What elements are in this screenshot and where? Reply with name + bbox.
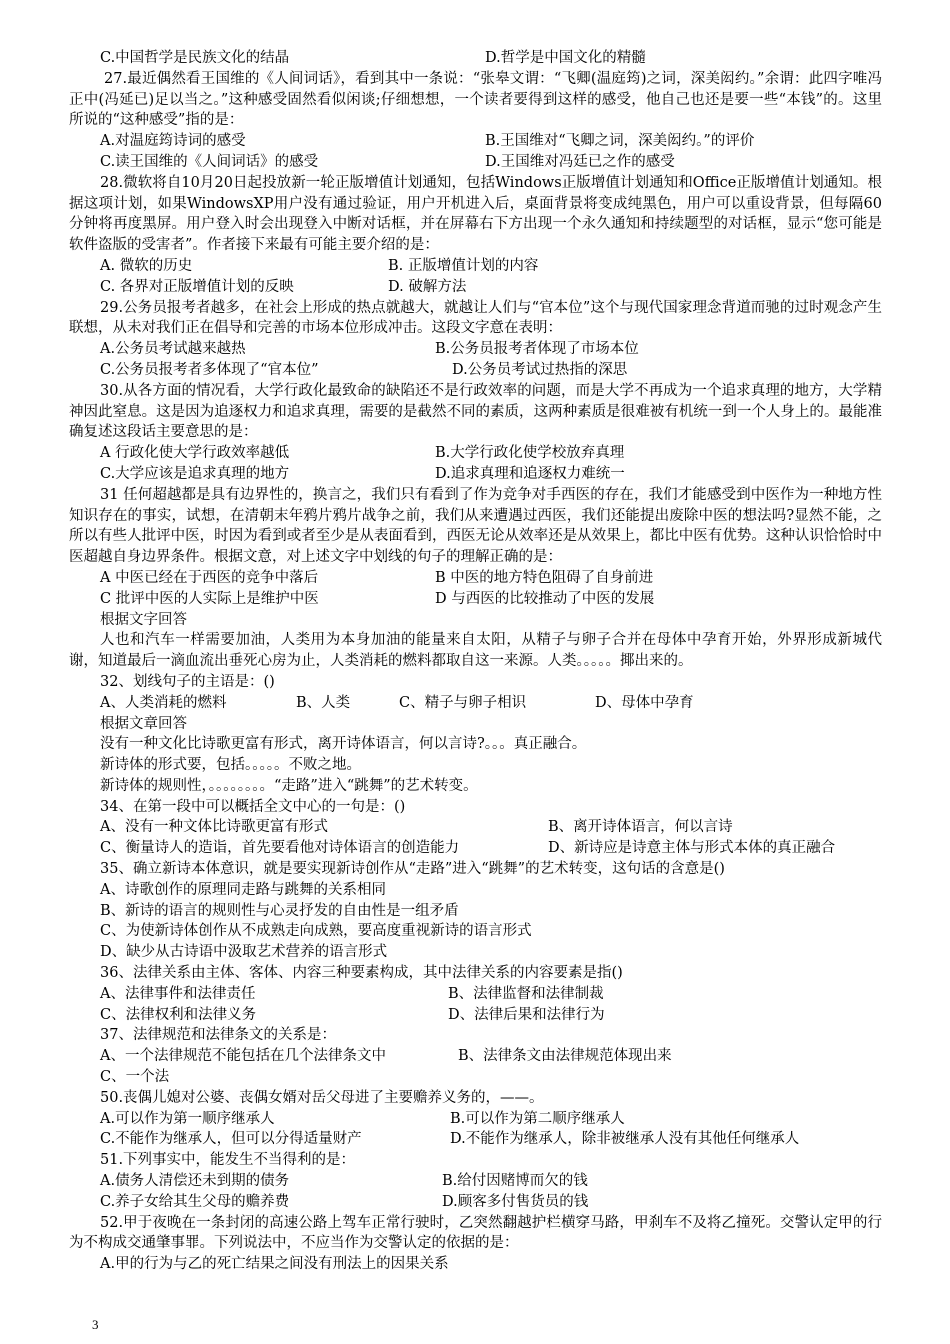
q27-options-row1 [100, 131, 882, 152]
q34-option-c: C、衡量诗人的造诣，首先要看他对诗体语言的创造能力 [100, 840, 460, 857]
q35-option-b: B、新诗的语言的规则性与心灵抒发的自由性是一组矛盾 [100, 902, 459, 919]
q26-options [100, 48, 882, 69]
q36-option-b: B、法律监督和法律制裁 [448, 985, 604, 1002]
reading2-heading: 根据文章回答 [100, 715, 187, 732]
q36-options-row2 [100, 1005, 882, 1026]
q27-option-a: A.对温庭筠诗词的感受 [100, 133, 246, 150]
q32-option-a: A、人类消耗的燃料 [100, 694, 227, 711]
q28-options-row2 [100, 277, 882, 298]
q50-option-b: B.可以作为第二顺序继承人 [450, 1110, 625, 1127]
q29-option-a: A.公务员考试越来越热 [100, 341, 246, 358]
q51-option-b: B.给付因赌博而欠的钱 [442, 1173, 588, 1190]
q28-option-d: D. 破解方法 [388, 278, 467, 295]
q31-options-row1 [100, 568, 882, 589]
q36-stem: 36、法律关系由主体、客体、内容三种要素构成，其中法律关系的内容要素是指() [100, 965, 623, 982]
q35-option-d: D、缺少从古诗语中汲取艺术营养的语言形式 [100, 944, 388, 961]
q30-option-d: D.追求真理和追逐权力难统一 [435, 465, 625, 482]
q34-option-b: B、离开诗体语言，何以言诗 [548, 819, 733, 836]
q50-option-d: D.不能作为继承人，除非被继承人没有其他任何继承人 [450, 1131, 800, 1148]
q30-options-row1 [100, 443, 882, 464]
q26-option-c: C.中国哲学是民族文化的结晶 [100, 50, 290, 66]
q36-options-row1 [100, 984, 882, 1005]
reading2-line1: 没有一种文化比诗歌更富有形式，离开诗体语言，何以言诗?。。。真正融合。 [100, 736, 587, 753]
q37-option-a: A、一个法律规范不能包括在几个法律条文中 [100, 1048, 386, 1065]
q31-option-d: D 与西医的比较推动了中医的发展 [435, 590, 655, 607]
reading2-line2: 新诗体的形式要，包括。。。。。不败之地。 [100, 757, 361, 774]
q28-stem: 28.微软将自10月20日起投放新一轮正版增值计划通知，包括Windows正版增值计划通知和Office正版增值计划通知。根据这项计划，如果WindowsXP用户没有通过验证，用户开机进入后，桌面背景将变成纯黑色，用户可以重设背景，但每隔60分钟将再度黑屏。用户登入时会出现登入中断对话框，并在屏幕右下方出现一个永久通知和持续题型的对话框，显示“您可能是软件盗版的受害者”。作者接下来最有可能主要介绍的是： [69, 174, 882, 254]
q32-options [100, 693, 882, 714]
q27-option-b: B.王国维对“飞卿之词，深美闳约。”的评价 [485, 133, 755, 150]
q37-option-b: B、法律条文由法律规范体现出来 [458, 1048, 672, 1065]
q31-stem: 31 任何超越都是具有边界性的，换言之，我们只有看到了作为竞争对手西医的存在，我们才能感受到中医作为一种地方性知识存在的事实，试想，在清朝末年鸦片鸦片战争之前，我们从来遭遇过西医，我们还能提出废除中医的想法吗?显然不能，之所以有些人批评中医，时因为看到或者至少是从表面看到，西医无论从效率还是从效果上，都比中医有优势。这种认识恰恰时中医超越自身边界条件。根据文意，对上述文字中划线的句子的理解正确的是： [69, 486, 882, 566]
reading1-heading: 根据文字回答 [100, 611, 187, 628]
q52-option-a: A.甲的行为与乙的死亡结果之间没有刑法上的因果关系 [100, 1256, 449, 1273]
q51-option-d: D.顾客多付售货员的钱 [442, 1193, 589, 1210]
q34-option-d: D、新诗应是诗意主体与形式本体的真正融合 [548, 840, 836, 857]
q32-stem: 32、划线句子的主语是：() [100, 673, 275, 690]
q27-options-row2 [100, 152, 882, 173]
q50-options-row1 [100, 1109, 882, 1130]
q34-option-a: A、没有一种文体比诗歌更富有形式 [100, 819, 328, 836]
q27-option-d: D.王国维对冯廷已之作的感受 [485, 153, 675, 170]
q50-option-a: A.可以作为第一顺序继承人 [100, 1110, 275, 1127]
page-number: 3 [92, 1317, 99, 1332]
q32-option-d: D、母体中孕育 [595, 694, 694, 711]
q50-options-row2 [100, 1129, 882, 1150]
q26-option-d: D.哲学是中国文化的精髓 [485, 50, 646, 66]
q32-option-b: B、人类 [296, 694, 351, 711]
q31-option-a: A 中医已经在于西医的竞争中落后 [100, 569, 319, 586]
q51-option-a: A.债务人清偿还未到期的债务 [100, 1173, 290, 1190]
q37-options-row1 [100, 1046, 882, 1067]
q29-options-row1 [100, 339, 882, 360]
q36-option-a: A、法律事件和法律责任 [100, 985, 256, 1002]
q28-option-c: C. 各界对正版增值计划的反映 [100, 278, 294, 295]
q35-stem: 35、确立新诗本体意识，就是要实现新诗创作从“走路”进入“跳舞”的艺术转变，这句话的含意是() [100, 861, 725, 878]
q30-stem: 30.从各方面的情况看，大学行政化最致命的缺陷还不是行政效率的问题，而是大学不再成为一个追求真理的地方，大学精神因此窒息。这是因为追逐权力和追求真理，需要的是截然不同的素质，这两种素质是很难被有机统一到一个人身上的。最能准确复述这段话主要意思的是： [69, 382, 882, 441]
q36-option-d: D、法律后果和法律行为 [448, 1006, 605, 1023]
q27-stem: 27.最近偶然看王国维的《人间词话》，看到其中一条说：“张皋文谓：“飞卿(温庭筠)之词，深美闳约。”余谓：此四字唯冯正中(冯延已)足以当之。”这种感受固然看似闲谈;仔细想想，一个读者要得到这样的感受，他自己也还是要一些“本钱”的。这里所说的“这种感受”指的是： [69, 70, 882, 129]
q28-options-row1 [100, 256, 882, 277]
reading1-text: 人也和汽车一样需要加油，人类用为本身加油的能量来自太阳，从精子与卵子合并在母体中孕育开始，外界形成新城代谢，知道最后一滴血流出垂死心房为止，人类消耗的燃料都取自这一来源。人类。。。。。揶出来的。 [69, 632, 882, 670]
q34-options-row1 [100, 817, 882, 838]
q30-option-b: B.大学行政化使学校放弃真理 [435, 445, 625, 462]
reading2-line3: 新诗体的规则性，。。。。。。。。“走路”进入“跳舞”的艺术转变。 [100, 777, 478, 794]
q51-stem: 51.下列事实中，能发生不当得利的是： [100, 1152, 356, 1169]
q52-stem: 52.甲于夜晚在一条封闭的高速公路上驾车正常行驶时，乙突然翻越护栏横穿马路，甲刹车不及将乙撞死。交警认定甲的行为不构成交通肇事罪。下列说法中，不应当作为交警认定的依据的是： [69, 1214, 882, 1252]
q50-option-c: C.不能作为继承人，但可以分得适量财产 [100, 1131, 362, 1148]
q35-option-a: A、诗歌创作的原理同走路与跳舞的关系相同 [100, 881, 386, 898]
q28-option-a: A. 微软的历史 [100, 257, 193, 274]
q29-options-row2 [100, 360, 882, 381]
q30-options-row2 [100, 464, 882, 485]
q29-option-b: B.公务员报考者体现了市场本位 [435, 341, 639, 358]
q29-option-d: D.公务员考试过热指的深思 [452, 361, 628, 378]
q29-stem: 29.公务员报考者越多，在社会上形成的热点就越大，就越让人们与“官本位”这个与现代国家理念背道而驰的过时观念产生联想，从未对我们正在倡导和完善的市场本位形成冲击。这段文字意在表明： [69, 299, 882, 337]
q37-stem: 37、法律规范和法律条文的关系是： [100, 1027, 336, 1044]
q32-option-c: C、精子与卵子相识 [399, 694, 527, 711]
q30-option-a: A 行政化使大学行政效率越低 [100, 445, 290, 462]
q31-option-c: C 批评中医的人实际上是维护中医 [100, 590, 319, 607]
q34-options-row2 [100, 838, 882, 859]
q31-option-b: B 中医的地方特色阻碍了自身前进 [435, 569, 654, 586]
q28-option-b: B. 正版增值计划的内容 [388, 257, 539, 274]
q27-option-c: C.读王国维的《人间词话》的感受 [100, 153, 319, 170]
q51-option-c: C.养子女给其生父母的赡养费 [100, 1193, 290, 1210]
q36-option-c: C、法律权利和法律义务 [100, 1006, 257, 1023]
document-page [69, 48, 882, 1275]
q30-option-c: C.大学应该是追求真理的地方 [100, 465, 290, 482]
q37-option-c: C、一个法 [100, 1069, 170, 1086]
q51-options-row2 [100, 1192, 882, 1213]
q51-options-row1 [100, 1171, 882, 1192]
q34-stem: 34、在第一段中可以概括全文中心的一句是：() [100, 798, 406, 815]
q31-options-row2 [100, 589, 882, 610]
q35-option-c: C、为使新诗体创作从不成熟走向成熟，要高度重视新诗的语言形式 [100, 923, 532, 940]
q50-stem: 50.丧偶儿媳对公婆、丧偶女婿对岳父母进了主要赡养义务的，——。 [100, 1089, 544, 1106]
q29-option-c: C.公务员报考者多体现了“官本位” [100, 361, 319, 378]
